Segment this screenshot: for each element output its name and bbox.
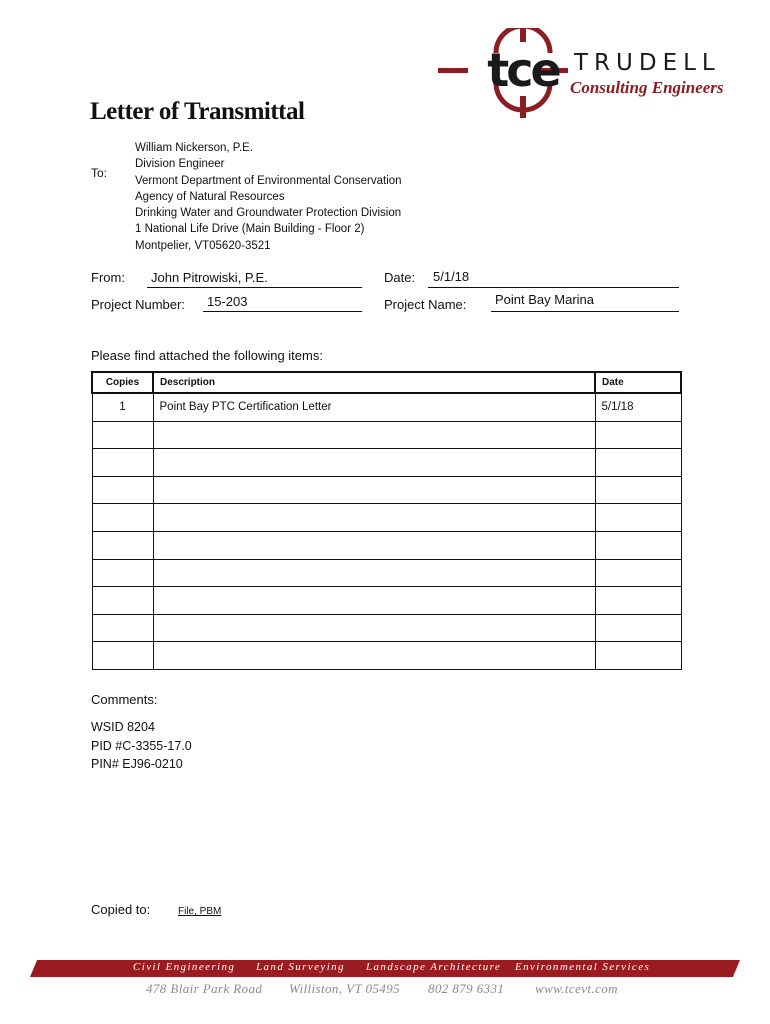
logo-tagline: Consulting Engineers bbox=[570, 78, 724, 97]
table-row bbox=[92, 476, 681, 504]
from-label: From: bbox=[91, 270, 125, 285]
recipient-line: Agency of Natural Resources bbox=[135, 190, 285, 203]
project-number-underline bbox=[203, 311, 362, 312]
items-table bbox=[91, 371, 682, 670]
comment-line: WSID 8204 bbox=[91, 720, 155, 734]
cell-date bbox=[595, 587, 681, 615]
table-row bbox=[92, 559, 681, 587]
date-label: Date: bbox=[384, 270, 416, 285]
cell-description bbox=[153, 449, 595, 477]
copied-to-label: Copied to: bbox=[91, 902, 151, 917]
comment-line: PIN# EJ96-0210 bbox=[91, 757, 183, 771]
from-value: John Pitrowiski, P.E. bbox=[151, 270, 268, 285]
cell-date bbox=[595, 642, 681, 670]
comments-label: Comments: bbox=[91, 692, 158, 707]
table-row bbox=[92, 642, 681, 670]
recipient-line: Montpelier, VT05620-3521 bbox=[135, 239, 271, 252]
cell-date bbox=[595, 421, 681, 449]
cell-description: Point Bay PTC Certification Letter bbox=[153, 393, 595, 421]
cell-description bbox=[153, 476, 595, 504]
from-underline bbox=[147, 287, 362, 288]
table-header-row bbox=[92, 372, 681, 393]
table-row bbox=[92, 449, 681, 477]
recipient-line: Division Engineer bbox=[135, 158, 225, 171]
header-description: Description bbox=[153, 372, 595, 393]
footer-service: Environmental Services bbox=[515, 961, 651, 973]
cell-date bbox=[595, 531, 681, 559]
table-row bbox=[92, 531, 681, 559]
project-name-underline bbox=[491, 311, 679, 312]
cell-date bbox=[595, 476, 681, 504]
footer-address: 478 Blair Park Road bbox=[146, 981, 263, 996]
comment-line: PID #C-3355-17.0 bbox=[91, 738, 192, 753]
cell-copies bbox=[92, 476, 153, 504]
logo-mark: tce bbox=[487, 43, 559, 97]
cell-description bbox=[153, 559, 595, 587]
recipient-address bbox=[135, 140, 402, 254]
recipient-line: Vermont Department of Environmental Conservation bbox=[135, 174, 402, 187]
project-name-label: Project Name: bbox=[384, 297, 467, 312]
recipient-line: William Nickerson, P.E. bbox=[135, 142, 254, 154]
cell-copies bbox=[92, 559, 153, 587]
project-number-value: 15-203 bbox=[207, 294, 248, 309]
table-row bbox=[92, 587, 681, 615]
header-date: Date bbox=[595, 372, 681, 393]
copied-to-value: File, PBM bbox=[178, 906, 222, 917]
cell-date bbox=[595, 559, 681, 587]
recipient-line: 1 National Life Drive (Main Building - Floor 2) bbox=[135, 223, 365, 236]
cell-date bbox=[595, 614, 681, 642]
footer-service: Civil Engineering bbox=[133, 961, 236, 973]
cell-date bbox=[595, 449, 681, 477]
project-name-value: Point Bay Marina bbox=[495, 292, 594, 307]
date-underline bbox=[428, 287, 679, 288]
cell-copies bbox=[92, 421, 153, 449]
document-title: Letter of Transmittal bbox=[90, 98, 305, 125]
cell-description bbox=[153, 531, 595, 559]
footer-service: Landscape Architecture bbox=[366, 961, 502, 973]
footer-phone: 802 879 6331 bbox=[428, 981, 505, 996]
cell-description bbox=[153, 504, 595, 532]
header-copies: Copies bbox=[92, 372, 153, 393]
footer-city: Williston, VT 05495 bbox=[289, 981, 401, 996]
cell-copies bbox=[92, 449, 153, 477]
cell-description bbox=[153, 642, 595, 670]
cell-date: 5/1/18 bbox=[595, 393, 681, 421]
comments-body bbox=[91, 718, 192, 774]
cell-copies bbox=[92, 642, 153, 670]
cell-copies: 1 bbox=[92, 393, 153, 421]
footer-service: Land Surveying bbox=[256, 961, 345, 973]
date-value: 5/1/18 bbox=[433, 269, 470, 284]
cell-date bbox=[595, 504, 681, 532]
cell-description bbox=[153, 614, 595, 642]
table-row bbox=[92, 504, 681, 532]
cell-description bbox=[153, 587, 595, 615]
cell-description bbox=[153, 421, 595, 449]
footer-website-link[interactable]: www.tcevt.com bbox=[535, 981, 618, 996]
table-row bbox=[92, 393, 681, 421]
items-intro: Please find attached the following items: bbox=[91, 348, 323, 363]
table-row bbox=[92, 614, 681, 642]
logo-company-name: TRUDELL bbox=[574, 50, 721, 76]
cell-copies bbox=[92, 587, 153, 615]
recipient-line: Drinking Water and Groundwater Protection Division bbox=[135, 207, 402, 220]
cell-copies bbox=[92, 531, 153, 559]
cell-copies bbox=[92, 614, 153, 642]
table-row bbox=[92, 421, 681, 449]
cell-copies bbox=[92, 504, 153, 532]
project-number-label: Project Number: bbox=[91, 297, 185, 312]
to-label: To: bbox=[91, 166, 108, 180]
